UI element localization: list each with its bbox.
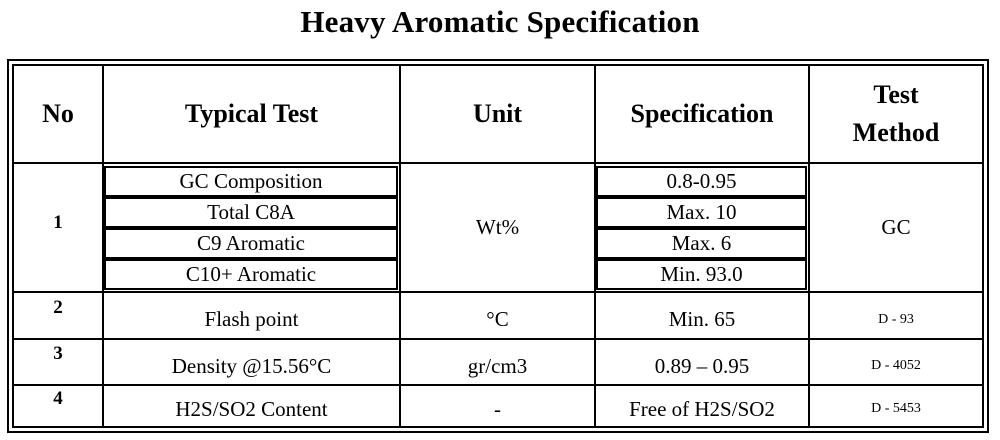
header-specification: Specification	[630, 99, 774, 128]
row-4-method: D - 5453	[871, 401, 921, 416]
row-3-test: Density @15.56°C	[171, 353, 332, 378]
row-3-method: D - 4052	[871, 358, 921, 373]
row-2-no: 2	[53, 297, 63, 318]
header-typical-test: Typical Test	[184, 99, 319, 128]
row-1-test-c10-aromatic: C10+ Aromatic	[104, 259, 398, 290]
row-3-spec: 0.89 – 0.95	[654, 353, 750, 378]
header-test-method-line2: Method	[852, 118, 940, 147]
header-test-method-line1: Test	[873, 80, 919, 109]
row-1-test-c9-aromatic: C9 Aromatic	[104, 228, 398, 259]
row-1-unit: Wt%	[475, 215, 520, 239]
row-1-test-gc-composition: GC Composition	[104, 166, 398, 197]
row-4-spec: Free of H2S/SO2	[629, 396, 775, 421]
row-4-test: H2S/SO2 Content	[175, 396, 328, 421]
header-unit: Unit	[472, 99, 523, 128]
row-2-method: D - 93	[878, 311, 914, 327]
header-no: No	[42, 99, 74, 128]
row-1-test-total-c8a: Total C8A	[104, 197, 398, 228]
row-1-no: 1	[53, 211, 63, 233]
row-1-spec-gc-composition: 0.8-0.95	[596, 166, 807, 197]
row-4-no: 4	[53, 388, 63, 409]
header-test-method	[810, 66, 982, 162]
row-1-spec-total-c8a: Max. 10	[596, 197, 807, 228]
row-2-test: Flash point	[204, 307, 299, 331]
row-4-unit: -	[494, 396, 501, 421]
row-2-spec: Min. 65	[668, 307, 736, 331]
row-3-no: 3	[53, 343, 63, 364]
row-2-unit: °C	[486, 307, 509, 331]
page-title: Heavy Aromatic Specification	[300, 4, 700, 39]
row-3-unit: gr/cm3	[467, 353, 528, 378]
row-1-method: GC	[881, 215, 911, 239]
row-1-spec-c10-aromatic: Min. 93.0	[596, 259, 807, 290]
row-1-spec-c9-aromatic: Max. 6	[596, 228, 807, 259]
